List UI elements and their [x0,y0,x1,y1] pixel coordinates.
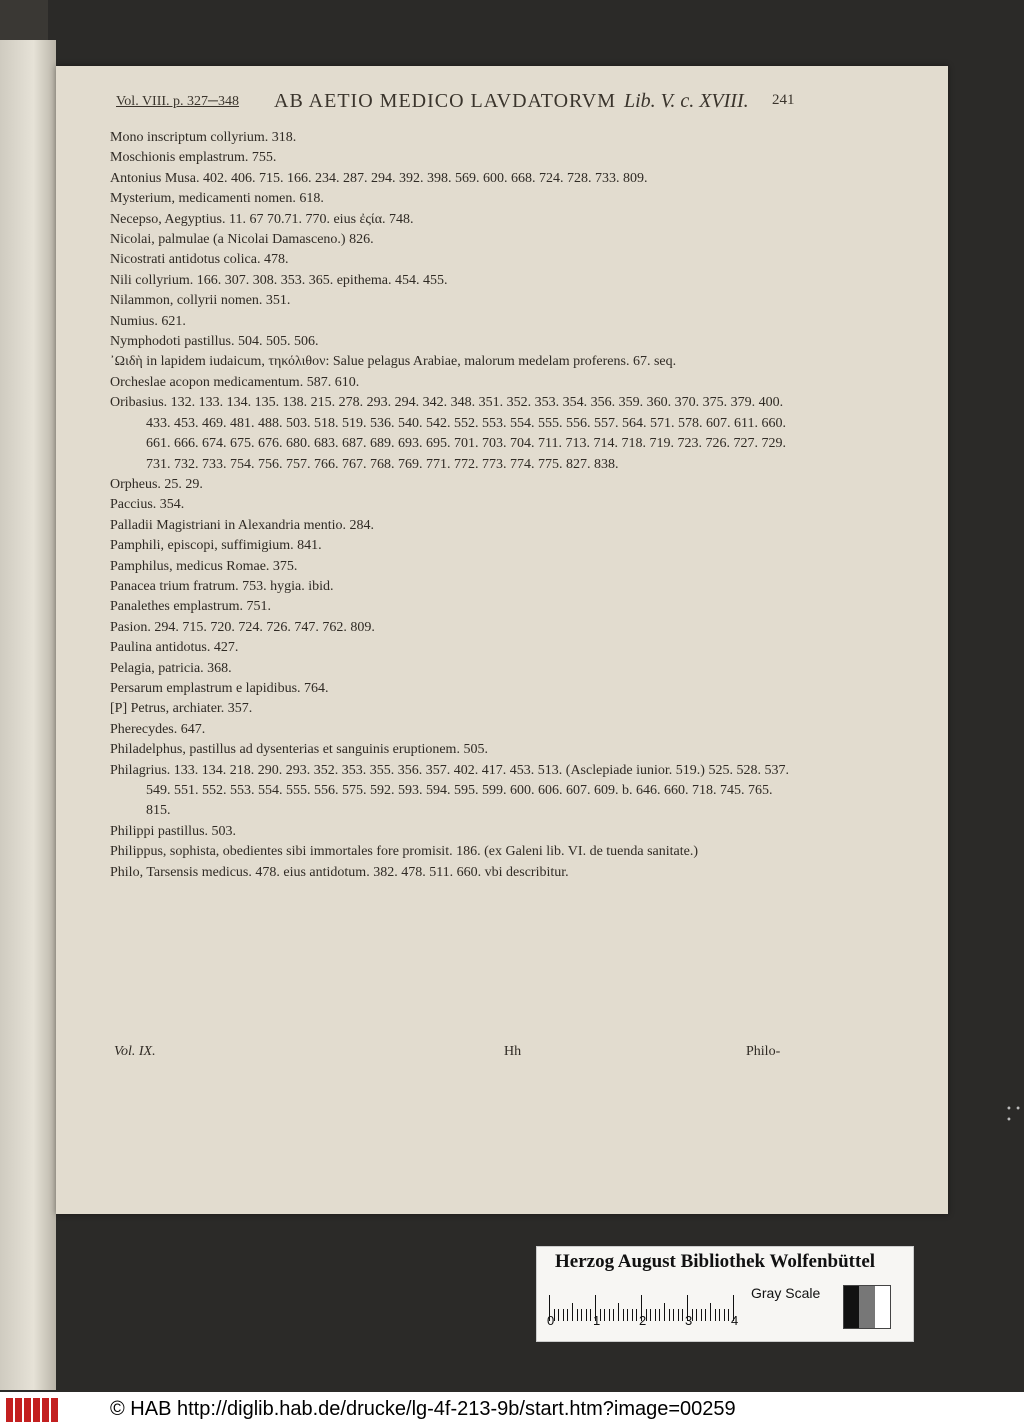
index-entry: Philippus, sophista, obedientes sibi immortales fore promisit. 186. (ex Galeni lib. VI. de tuenda sanitate.) [110,844,699,860]
hab-color-card [536,1246,914,1342]
ruler-tick [696,1309,697,1321]
ruler-number: 2 [639,1313,647,1328]
ruler-tick [719,1309,720,1321]
ruler-tick [627,1309,628,1321]
ruler-number: 4 [731,1313,739,1328]
ruler-tick [655,1309,656,1321]
gray-scale-label: Gray Scale [751,1285,821,1301]
ruler-tick [558,1309,559,1321]
index-entry: Philadelphus, pastillus ad dysenterias et sanguinis eruptionem. 505. [110,742,488,758]
ruler-tick [613,1309,614,1321]
index-entry: Oribasius. 132. 133. 134. 135. 138. 215. 278. 293. 294. 342. 348. 351. 352. 353. 354. 356. 359. 360. 370. 375. 379. 400. 433. 453. 469. 481. 488. 503. 518. 519. 536. 540. 542. 552. 553. 554. 555. 556. 557. 564. 571. 578. 607. 611. 660. 661. 666. 674. 675. 676. 680. 683. 687. 689. 693. 695. 701. 703. 704. 711. 713. 714. 718. 719. 723. 726. 727. 729. 731. 732. 733. 754. 756. 757. 766. 767. 768. 769. 771. 772. 773. 774. 775. 827. 838. [110,395,786,472]
footer-signature: Hh [504,1044,522,1059]
ruler-tick [650,1309,651,1321]
ruler-tick [701,1309,702,1321]
index-entry: Nilammon, collyrii nomen. 351. [110,293,291,309]
index-entry: Nymphodoti pastillus. 504. 505. 506. [110,334,319,350]
ruler-tick [678,1309,679,1321]
index-entry: Paulina antidotus. 427. [110,640,239,656]
page-number: 241 [772,92,795,108]
index-entry: Mono inscriptum collyrium. 318. [110,130,297,145]
index-entry: Antonius Musa. 402. 406. 715. 166. 234. 287. 294. 392. 398. 569. 600. 668. 724. 728. 733. 809. [110,170,648,186]
ruler-tick [710,1303,711,1321]
index-entry: Philippi pastillus. 503. [110,823,237,839]
credit-url: © HAB http://diglib.hab.de/drucke/lg-4f-213-9b/start.htm?image=00259 [110,1398,736,1420]
ruler-tick [669,1309,670,1321]
ruler-tick [586,1309,587,1321]
footer-volume: Vol. IX. [114,1044,156,1059]
index-entry: Orpheus. 25. 29. [110,476,203,492]
index-entry: Pamphili, episcopi, suffimigium. 841. [110,538,322,554]
ruler-tick [682,1309,683,1321]
ruler-tick [659,1309,660,1321]
index-entry: Mysterium, medicamenti nomen. 618. [110,191,324,207]
index-entry: Orcheslae acopon medicamentum. 587. 610. [110,374,360,390]
index-entry: Paccius. 354. [110,497,185,513]
ruler-number: 0 [547,1313,555,1328]
running-header [56,90,968,118]
index-entry: ᾿Ωιδὴ in lapidem iudaicum, τηκόλιθον: Salue pelagus Arabiae, malorum medelam proferens. 67. seq. [110,354,677,370]
index-entry: Nili collyrium. 166. 307. 308. 353. 365. epithema. 454. 455. [110,272,448,288]
index-entry: Pherecydes. 647. [110,721,206,737]
ruler-tick [715,1309,716,1321]
index-entry: Numius. 621. [110,313,186,329]
hab-card-title: Herzog August Bibliothek Wolfenbüttel [555,1251,876,1272]
page-mark: • • • [1006,1104,1021,1126]
index-entry: Necepso, Aegyptius. 11. 67 70.71. 770. eius ἐςία. 748. [110,211,414,227]
footer-catchword: Philo- [746,1044,781,1059]
index-entry: [P] Petrus, archiater. 357. [110,701,253,717]
header-book-chapter: Lib. V. c. XVIII. [624,90,749,112]
ruler-number: 1 [593,1313,601,1328]
gray-scale-swatch [843,1285,891,1329]
ruler-tick [572,1303,573,1321]
ruler-tick [636,1309,637,1321]
ruler-tick [705,1309,706,1321]
index-entry: Philagrius. 133. 134. 218. 290. 293. 352. 353. 355. 356. 357. 402. 417. 453. 513. (Asclepiade iunior. 519.) 525. 528. 537. 549. 551. 552. 553. 554. 555. 556. 575. 592. 593. 594. 595. 599. 600. 606. 607. 609. b. 646. 660. 718. 745. 765. 815. [110,762,789,819]
index-entry: Pasion. 294. 715. 720. 724. 726. 747. 762. 809. [110,619,375,635]
ruler-tick [604,1309,605,1321]
index-entry: Panacea trium fratrum. 753. hygia. ibid. [110,578,334,594]
ruler-tick [728,1309,729,1321]
index-entry: Nicolai, palmulae (a Nicolai Damasceno.) 826. [110,232,374,248]
ruler-tick [623,1309,624,1321]
index-entry: Pelagia, patricia. 368. [110,660,232,676]
hab-logo-icon [6,1398,58,1422]
index-entry: Persarum emplastrum e lapidibus. 764. [110,680,329,696]
ruler-tick [618,1303,619,1321]
ruler-tick [724,1309,725,1321]
ruler-tick [577,1309,578,1321]
ruler-tick [581,1309,582,1321]
index-entry: Palladii Magistriani in Alexandria mentio. 284. [110,517,375,533]
index-entry: Pamphilus, medicus Romae. 375. [110,558,298,574]
index-entry: Nicostrati antidotus colica. 478. [110,252,289,268]
ruler-tick [673,1309,674,1321]
index-entry: Philo, Tarsensis medicus. 478. eius antidotum. 382. 478. 511. 660. vbi describitur. [110,864,569,880]
ruler-number: 3 [685,1313,693,1328]
index-entry: Moschionis emplastrum. 755. [110,150,277,166]
scale-ruler [549,1291,747,1321]
header-volume-ref: Vol. VIII. p. 327─348 [116,94,239,109]
index-entry: Panalethes emplastrum. 751. [110,599,271,615]
ruler-tick [664,1303,665,1321]
ruler-tick [609,1309,610,1321]
index-entries [110,128,800,883]
ruler-tick [563,1309,564,1321]
ruler-tick [567,1309,568,1321]
credit-bar [0,1392,1024,1428]
ruler-tick [590,1309,591,1321]
header-title: AB AETIO MEDICO LAVDATORVM [274,90,617,112]
ruler-tick [632,1309,633,1321]
adjacent-page-edge [0,40,56,1390]
